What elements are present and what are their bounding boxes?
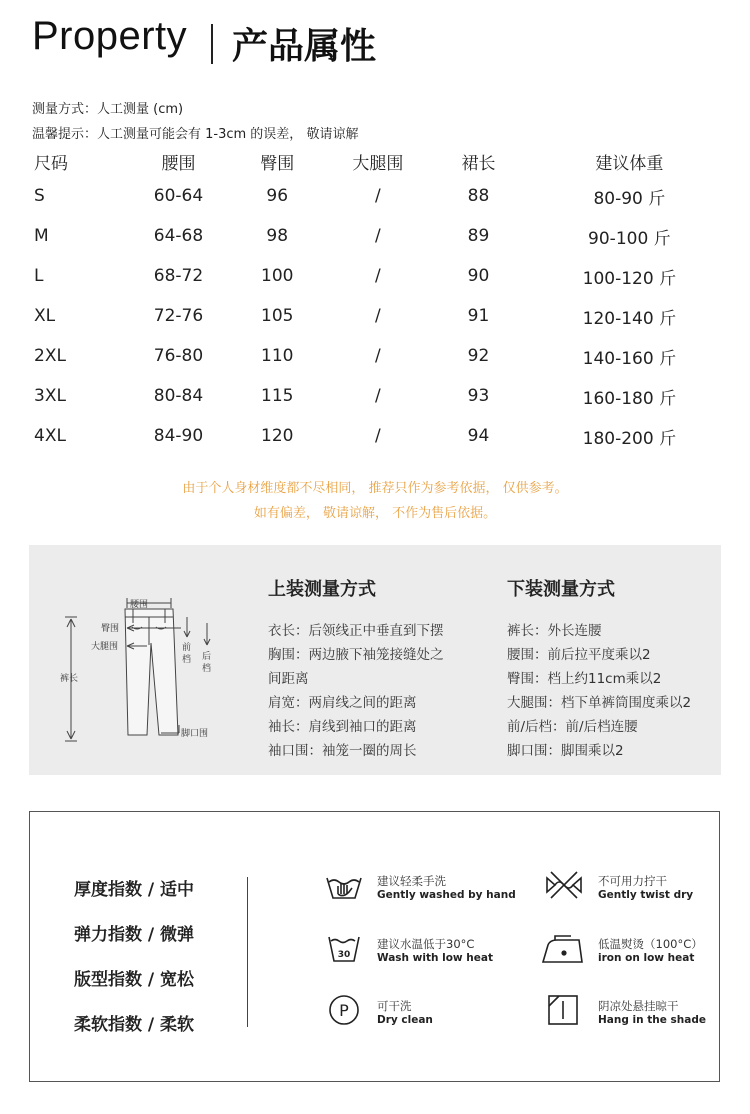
cell-length: 92 <box>467 346 490 366</box>
top-measure-line: 袖长：肩线到袖口的距离 <box>268 719 417 735</box>
table-row <box>20 216 740 256</box>
cell-weight: 160-180 斤 <box>582 388 677 409</box>
cell-size: L <box>34 266 44 286</box>
table-row <box>20 176 740 216</box>
no-wring-icon <box>543 869 585 901</box>
cell-size: S <box>34 186 45 206</box>
bottom-measure-line: 脚口围：脚围乘以2 <box>507 743 624 759</box>
top-measure-line: 袖口围：袖笼一圈的周长 <box>268 743 417 759</box>
care-cn-label: 低温熨烫（100°C） <box>598 937 703 951</box>
cell-length: 90 <box>467 266 490 286</box>
table-row <box>20 336 740 376</box>
fit-index: 版型指数 / 宽松 <box>74 970 195 990</box>
cell-length: 89 <box>467 226 490 246</box>
cell-waist: 72-76 <box>153 306 204 326</box>
header-size: 尺码 <box>34 153 68 174</box>
bottom-measure-line: 臀围：档上约11cm乘以2 <box>507 671 662 687</box>
cell-hip: 120 <box>261 426 294 446</box>
header-thigh: 大腿围 <box>352 153 404 174</box>
hand-wash-text <box>377 873 516 901</box>
diagram-back-rise-label-2: 档 <box>202 664 212 674</box>
error-warning-note: 温馨提示：人工测量可能会有 1-3cm 的误差， 敬请谅解 <box>32 127 359 142</box>
cell-weight: 180-200 斤 <box>582 428 677 449</box>
wash-30-icon <box>326 931 362 965</box>
iron-low-icon <box>541 931 585 965</box>
cell-thigh: / <box>374 266 381 286</box>
cell-thigh: / <box>374 346 381 366</box>
disclaimer-line-2: 如有偏差， 敬请谅解， 不作为售后依据。 <box>253 506 497 521</box>
care-en-label: Gently twist dry <box>598 889 694 901</box>
header-hip: 臀围 <box>260 153 295 174</box>
cell-thigh: / <box>374 386 381 406</box>
wash-temp-badge: 30 <box>337 950 351 960</box>
header-length: 裙长 <box>461 153 496 174</box>
pants-diagram <box>29 545 259 775</box>
diagram-back-rise-label-1: 后 <box>202 652 212 662</box>
care-divider <box>247 877 248 1027</box>
care-en-label: Dry clean <box>377 1014 433 1026</box>
hand-wash-icon <box>324 868 364 904</box>
diagram-thigh-label: 大腿围 <box>91 642 119 652</box>
bottom-measure-title: 下装测量方式 <box>507 579 615 600</box>
care-en-label: Wash with low heat <box>377 952 493 964</box>
cell-hip: 115 <box>261 386 294 406</box>
iron-low-text <box>598 936 703 964</box>
care-en-label: Gently washed by hand <box>377 889 516 901</box>
bottom-measure-line: 大腿围：档下单裤筒围度乘以2 <box>507 695 692 711</box>
table-header-row <box>20 146 740 176</box>
cell-size: 3XL <box>34 386 66 406</box>
diagram-waist-label: 腰围 <box>130 600 149 610</box>
top-measure-line: 间距离 <box>268 671 309 687</box>
diagram-hip-label: 臀围 <box>101 624 120 634</box>
diagram-length-label: 裤长 <box>60 674 79 684</box>
cell-hip: 105 <box>261 306 294 326</box>
care-en-label: iron on low heat <box>598 952 695 964</box>
care-cn-label: 建议水温低于30°C <box>377 937 475 951</box>
page-title-en: Property <box>32 14 188 58</box>
softness-index: 柔软指数 / 柔软 <box>74 1015 195 1035</box>
top-measure-list <box>268 619 444 763</box>
title-divider <box>211 24 213 64</box>
header-waist: 腰围 <box>161 153 196 174</box>
thickness-index: 厚度指数 / 适中 <box>74 880 195 900</box>
diagram-hem-label: 脚口围 <box>181 729 209 739</box>
dry-clean-badge: P <box>339 1001 349 1020</box>
dry-clean-icon <box>328 994 360 1026</box>
bottom-measure-line: 前/后档：前/后档连腰 <box>507 719 638 735</box>
cell-weight: 120-140 斤 <box>582 308 677 329</box>
cell-length: 88 <box>467 186 490 206</box>
cell-waist: 76-80 <box>153 346 204 366</box>
top-measure-line: 肩宽：两肩线之间的距离 <box>268 695 417 711</box>
size-table <box>20 146 740 456</box>
hang-dry-shade-text <box>598 998 706 1026</box>
cell-size: M <box>34 226 49 246</box>
elasticity-index: 弹力指数 / 微弹 <box>74 925 195 945</box>
table-row <box>20 256 740 296</box>
cell-length: 94 <box>467 426 490 446</box>
cell-waist: 68-72 <box>153 266 204 286</box>
measure-method-note: 测量方式：人工测量 (cm) <box>32 102 184 117</box>
page-title-cn: 产品属性 <box>232 26 377 67</box>
table-row <box>20 296 740 336</box>
hang-dry-shade-icon <box>547 994 579 1026</box>
cell-weight: 140-160 斤 <box>582 348 677 369</box>
cell-thigh: / <box>374 226 381 246</box>
wash-30-text <box>377 936 493 964</box>
cell-weight: 80-90 斤 <box>593 188 666 209</box>
dry-clean-text <box>377 998 433 1026</box>
diagram-front-rise-label-2: 档 <box>182 655 192 665</box>
cell-size: 2XL <box>34 346 66 366</box>
table-row <box>20 416 740 456</box>
diagram-front-rise-label-1: 前 <box>182 643 192 653</box>
top-measure-line: 胸围：两边腋下袖笼接缝处之 <box>268 647 444 663</box>
cell-thigh: / <box>374 306 381 326</box>
top-measure-line: 衣长：后领线正中垂直到下摆 <box>268 623 444 639</box>
cell-waist: 60-64 <box>153 186 204 206</box>
cell-hip: 100 <box>261 266 294 286</box>
care-cn-label: 建议轻柔手洗 <box>377 874 446 888</box>
no-wring-text <box>598 873 693 901</box>
top-measure-title: 上装测量方式 <box>268 579 376 600</box>
cell-thigh: / <box>374 426 381 446</box>
cell-size: XL <box>34 306 56 326</box>
cell-hip: 96 <box>266 186 289 206</box>
cell-size: 4XL <box>34 426 66 446</box>
cell-thigh: / <box>374 186 381 206</box>
cell-length: 91 <box>467 306 490 326</box>
cell-waist: 64-68 <box>153 226 204 246</box>
cell-weight: 100-120 斤 <box>582 268 677 289</box>
care-cn-label: 阴凉处悬挂晾干 <box>598 999 679 1013</box>
cell-waist: 80-84 <box>153 386 204 406</box>
table-row <box>20 376 740 416</box>
bottom-measure-list <box>507 619 691 763</box>
header-weight: 建议体重 <box>595 153 664 174</box>
cell-length: 93 <box>467 386 490 406</box>
cell-waist: 84-90 <box>153 426 204 446</box>
care-cn-label: 可干洗 <box>377 999 412 1013</box>
care-en-label: Hang in the shade <box>598 1014 706 1026</box>
disclaimer-line-1: 由于个人身材维度都不尽相同， 推荐只作为参考依据， 仅供参考。 <box>182 481 568 496</box>
cell-weight: 90-100 斤 <box>588 228 671 249</box>
bottom-measure-line: 腰围：前后拉平度乘以2 <box>507 647 651 663</box>
care-cn-label: 不可用力拧干 <box>598 874 667 888</box>
cell-hip: 110 <box>261 346 294 366</box>
bottom-measure-line: 裤长：外长连腰 <box>507 623 602 639</box>
cell-hip: 98 <box>266 226 289 246</box>
